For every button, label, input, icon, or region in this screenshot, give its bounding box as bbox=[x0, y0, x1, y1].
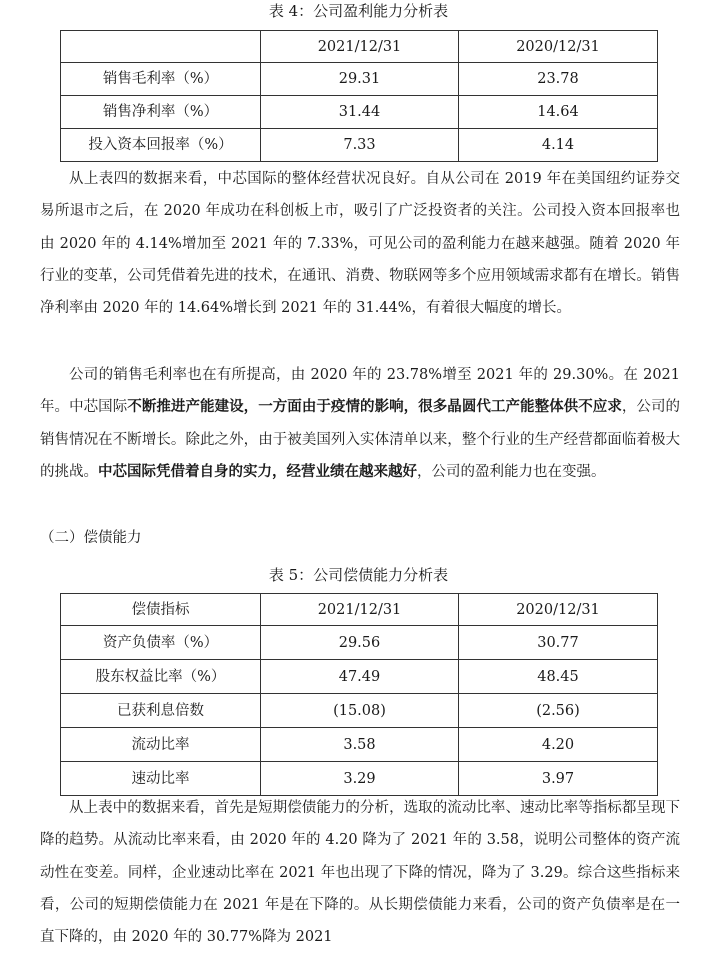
cell-2021: 31.44 bbox=[261, 96, 459, 129]
text-span: ，公司的销售情况在不断增长。除此之外，由于被美国列入实体清单以来，整个行业的生产经营都面临着极大的挑战。 bbox=[40, 399, 681, 480]
cell-2020: 48.45 bbox=[459, 660, 658, 694]
cell-2020: (2.56) bbox=[459, 694, 658, 728]
table-row bbox=[61, 762, 658, 796]
header-cell: 2021/12/31 bbox=[261, 31, 459, 63]
cell-2020: 4.20 bbox=[459, 728, 658, 762]
row-label: 股东权益比率（%） bbox=[61, 660, 261, 694]
cell-2020: 3.97 bbox=[459, 762, 658, 796]
row-label: 资产负债率（%） bbox=[61, 626, 261, 660]
table5-caption: 表 5：公司偿债能力分析表 bbox=[268, 566, 449, 584]
cell-2021: 29.31 bbox=[261, 63, 459, 96]
text-span: 公司的销售毛利率也在有所提高，由 2020 年的 23.78%增至 2021 年的 29.30%。在 2021 年。中芯国际 bbox=[40, 367, 680, 416]
table-row bbox=[61, 63, 658, 96]
table4-profitability bbox=[60, 30, 658, 162]
table-row bbox=[61, 626, 658, 660]
paragraph-profitability-analysis: 从上表四的数据来看，中芯国际的整体经营状况良好。自从公司在 2019 年在美国纽约证券交易所退市之后，在 2020 年成功在科创板上市，吸引了广泛投资者的关注。公司投入资本回报率也由 2020 年的 4.14%增加至 2021 年的 7.33%，可见公司的盈利能力在越来越强。随着 2020 年行业的变革，公司凭借着先进的技术，在通讯、消费、物联网等多个应用领域需求都有在增长。销售净利率由 2020 年的 14.64%增长到 2021 年的 31.44%，有着很大幅度的增长。 bbox=[40, 171, 680, 317]
header-cell: 2020/12/31 bbox=[459, 594, 658, 626]
table-row bbox=[61, 694, 658, 728]
cell-2021: (15.08) bbox=[261, 694, 459, 728]
table-header-row bbox=[61, 31, 658, 63]
header-cell: 偿债指标 bbox=[61, 594, 261, 626]
cell-2020: 14.64 bbox=[459, 96, 658, 129]
bold-text: 不断推进产能建设，一方面由于疫情的影响，很多晶圆代工产能整体供不应求 bbox=[127, 398, 622, 416]
paragraph-solvency-analysis: 从上表中的数据来看，首先是短期偿债能力的分析，选取的流动比率、速动比率等指标都呈现下降的趋势。从流动比率来看，由 2020 年的 4.20 降为了 2021 年的 3.58，说明公司整体的资产流动性在变差。同样，企业速动比率在 2021 年也出现了下降的情况，降为了 3.29。综合这些指标来看，公司的短期偿债能力在 2021 年是在下降的。从长期偿债能力来看，公司的资产负债率是在一直下降的，由 2020 年的 30.77%降为 2021 bbox=[40, 800, 680, 946]
table-row bbox=[61, 660, 658, 694]
row-label: 销售净利率（%） bbox=[61, 96, 261, 129]
bold-text: 中芯国际凭借着自身的实力，经营业绩在越来越好 bbox=[98, 462, 417, 480]
cell-2020: 23.78 bbox=[459, 63, 658, 96]
paragraph-gross-margin-analysis bbox=[40, 359, 680, 488]
cell-2020: 30.77 bbox=[459, 626, 658, 660]
table-row bbox=[61, 129, 658, 162]
row-label: 流动比率 bbox=[61, 728, 261, 762]
row-label: 速动比率 bbox=[61, 762, 261, 796]
table-header-row bbox=[61, 594, 658, 626]
header-cell: 2021/12/31 bbox=[261, 594, 459, 626]
text-span: ，公司的盈利能力也在变强。 bbox=[417, 463, 606, 480]
table5-solvency bbox=[60, 593, 658, 796]
row-label: 销售毛利率（%） bbox=[61, 63, 261, 96]
cell-2021: 3.58 bbox=[261, 728, 459, 762]
table-row bbox=[61, 728, 658, 762]
row-label: 投入资本回报率（%） bbox=[61, 129, 261, 162]
cell-2020: 4.14 bbox=[459, 129, 658, 162]
cell-2021: 29.56 bbox=[261, 626, 459, 660]
header-cell bbox=[61, 31, 261, 63]
cell-2021: 7.33 bbox=[261, 129, 459, 162]
row-label: 已获利息倍数 bbox=[61, 694, 261, 728]
header-cell: 2020/12/31 bbox=[459, 31, 658, 63]
section-heading: （二）偿债能力 bbox=[40, 530, 142, 546]
cell-2021: 47.49 bbox=[261, 660, 459, 694]
table4-caption: 表 4：公司盈利能力分析表 bbox=[268, 2, 449, 20]
table-row bbox=[61, 96, 658, 129]
cell-2021: 3.29 bbox=[261, 762, 459, 796]
